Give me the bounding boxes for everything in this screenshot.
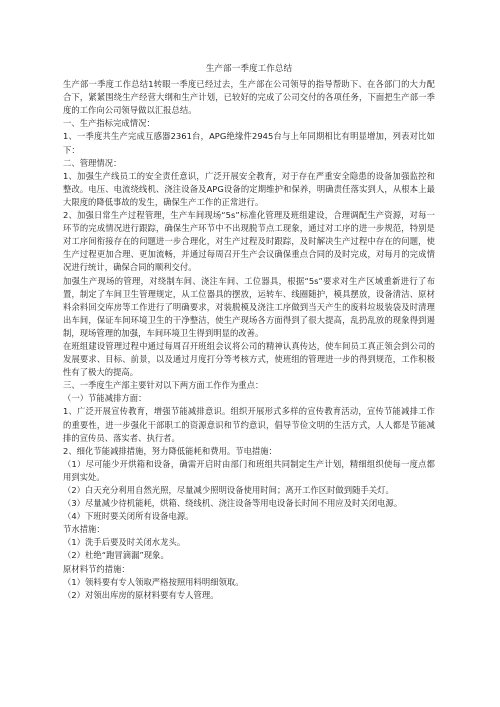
document-title: 生产部一季度工作总结: [205, 64, 293, 74]
list-item-material-1: （1）领料要有专人领取严格按照用料明细领取。: [63, 576, 244, 587]
list-item-electricity-1: （1）尽可能少开烘箱和设备，确需开启时由部门和班组共同制定生产计划，精细组织使每一度点都用到实处。: [63, 458, 435, 482]
section-heading-management: 二、管理情况：: [63, 157, 122, 168]
subheading-water-saving: 节水措施：: [63, 524, 105, 535]
list-item-electricity-3: （3）尽量减少待机能耗，烘箱、绕线机、浇注设备等用电设备长时间不用应及时关闭电源。: [63, 498, 403, 509]
paragraph-saving-measures: 2、细化节能减排措施，努力降低能耗和费用。节电措施：: [63, 445, 278, 456]
paragraph-production-output: 1、一季度共生产完成互感器2361台，APG绝缘件2945台与上年同期相比有明显增加，列表对比如下：: [63, 131, 435, 155]
list-item-electricity-4: （4）下班时要关闭所有设备电源。: [63, 511, 194, 522]
list-item-material-2: （2）对领出库房的原材料要有专人管理。: [63, 589, 219, 600]
document-body: [63, 63, 435, 602]
list-item-water-1: （1）洗手后要及时关闭水龙头。: [63, 537, 186, 548]
paragraph-site-management: 加强生产现场的管理，对绕制车间、浇注车间、工位器具，根据“5s”要求对生产区域重新进行了布置，制定了车间卫生管理规定，从工位器具的摆放，运转车、线圈随护，模具摆放，设备清洁、原材料余料回交库房等工作进行了明确要求，对装脱模及浇注工序做到当天产生的废料垃圾装袋及时清理出车间，保证车间环境卫生的干净整洁，使生产现场各方面得到了很大提高，乱扔乱放的现象得到遏制，现场管理的加强，车间环境卫生得到明显的改善。: [63, 275, 435, 338]
paragraph-intro: 生产部一季度工作总结1转眼一季度已经过去，生产部在公司领导的指导帮助下、在各部门的大力配合下，紧紧围绕生产经营大纲和生产计划，已较好的完成了公司交付的各项任务，下面把生产部一季度的工作向公司领导做以汇报总结。: [63, 79, 435, 116]
list-item-water-2: （2）杜绝“跑冒滴漏”现象。: [63, 550, 169, 561]
paragraph-process-management: 2、加强日常生产过程管理，生产车间现场“5s”标准化管理及班组建设，合理调配生产资源，对每一环节的完成情况进行跟踪，确保生产环节中不出现脱节点工现象，通过对工序的进一步规范，特别是对工序间衔接存在的问题进一步合理化，对生产过程及时跟踪，及时解决生产过程中存在的问题，使生产过程更加合理、更加流畅，并通过每周召开生产会议确保重点合同的及时完成，对每月的完成情况进行统计，确保合同的顺利交付。: [63, 210, 435, 273]
subheading-material-saving: 原材料节约措施：: [63, 563, 130, 574]
paragraph-publicity-education: 1、广泛开展宣传教育，增强节能减排意识。组织开展形式多样的宣传教育活动，宣传节能减排工作的重要性，进一步强化干部职工的资源意识和节约意识，倡导节俭文明的生活方式，人人都是节能减排的宣传员、落实者、执行者。: [63, 406, 435, 443]
paragraph-team-building: 在班组建设管理过程中通过每周召开班组会议将公司的精神认真传达，使车间员工真正领会到公司的发展要求、目标、前景，以及通过月度打分等考核方式，使班组的管理进一步的得到规范，工作积极性有了极大的提高。: [63, 340, 435, 378]
section-heading-production-indicators: 一、生产指标完成情况：: [63, 118, 155, 129]
list-item-electricity-2: （2）白天充分利用自然光照，尽量减少照明设备使用时间；离开工作区时做到随手关灯。: [63, 485, 394, 495]
paragraph-safety-management: 1、加强生产线员工的安全责任意识，广泛开展安全教育，对于存在严重安全隐患的设备加强监控和整改。电压、电流绕线机、浇注设备及APG设备的定期维护和保养，明确责任落实到人，从根本上最大限度的降低事故的发生，确保生产工作的正常进行。: [63, 170, 435, 207]
subheading-energy-saving: （一）节能减排方面：: [63, 393, 147, 404]
section-heading-key-work: 三、一季度生产部主要针对以下两方面工作作为重点：: [63, 380, 264, 391]
